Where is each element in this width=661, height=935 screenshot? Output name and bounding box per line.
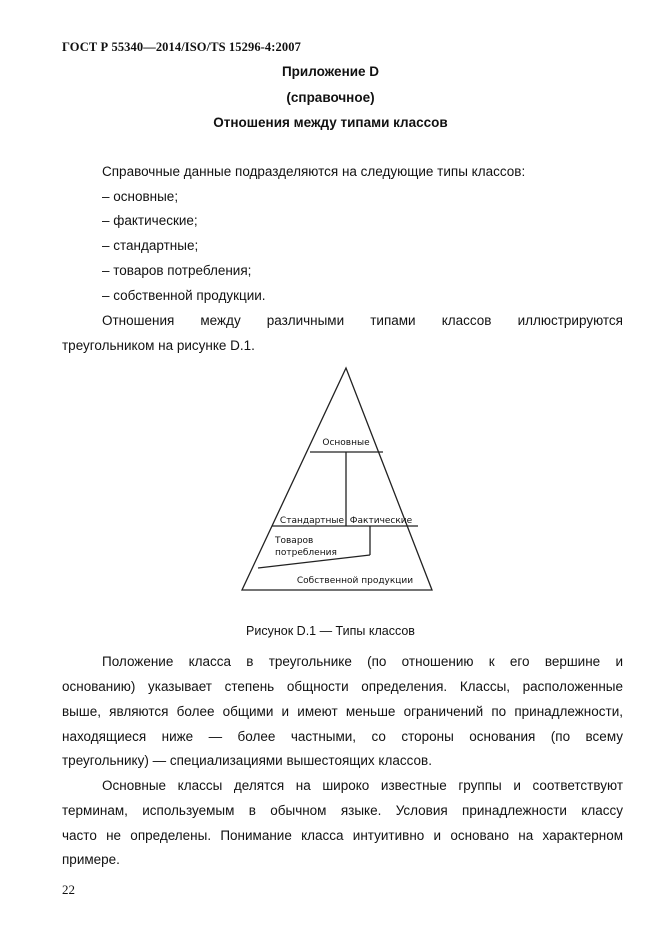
list-item: – стандартные; <box>102 238 199 253</box>
list-item: – собственной продукции. <box>102 288 266 303</box>
appendix-title: Приложение D <box>281 64 380 79</box>
paragraph-line: треугольнику) — специализациями вышестоящих классов. <box>62 753 432 768</box>
appendix-note: (справочное) <box>286 90 375 105</box>
appendix-heading: Отношения между типами классов <box>213 115 448 130</box>
relations-line: треугольником на рисунке D.1. <box>62 338 255 353</box>
intro-text: Справочные данные подразделяются на следующие типы классов: <box>102 164 526 179</box>
list-item: – основные; <box>102 189 179 204</box>
label-standard: Стандартные <box>279 516 345 526</box>
label-actual: Фактические <box>349 516 413 526</box>
paragraph-line: выше, являются более общими и имеют меньше ограничений по принадлежности, <box>62 704 623 719</box>
paragraph-line: Основные классы делятся на широко известные группы и соответствуют <box>102 778 623 793</box>
label-basic: Основные <box>322 438 370 448</box>
label-own: Собственной продукции <box>296 576 414 586</box>
paragraph-line: часто не определены. Понимание класса интуитивно и основано на характерном <box>62 828 623 843</box>
class-types-triangle <box>230 362 440 594</box>
paragraph-line: находящиеся ниже — более частными, со стороны основания (по всему <box>62 729 623 744</box>
list-item: – фактические; <box>102 213 198 228</box>
paragraph-line: терминам, используемым в обычном языке. Условия принадлежности классу <box>62 803 623 818</box>
paragraph-line: Положение класса в треугольнике (по отношению к его вершине и <box>102 654 623 669</box>
page-number: 22 <box>62 882 75 897</box>
triangle-outline <box>242 368 432 590</box>
relations-line: Отношения между различными типами классов иллюстрируются <box>102 313 623 328</box>
label-consumer-1: Товаров <box>275 536 314 546</box>
paragraph-line: основанию) указывает степень общности определения. Классы, расположенные <box>62 679 623 694</box>
paragraph-line: примере. <box>62 852 120 867</box>
list-item: – товаров потребления; <box>102 263 252 278</box>
label-consumer-2: потребления <box>275 548 337 558</box>
figure-caption: Рисунок D.1 — Типы классов <box>246 624 415 638</box>
document-header: ГОСТ Р 55340—2014/ISO/TS 15296-4:2007 <box>62 40 301 54</box>
